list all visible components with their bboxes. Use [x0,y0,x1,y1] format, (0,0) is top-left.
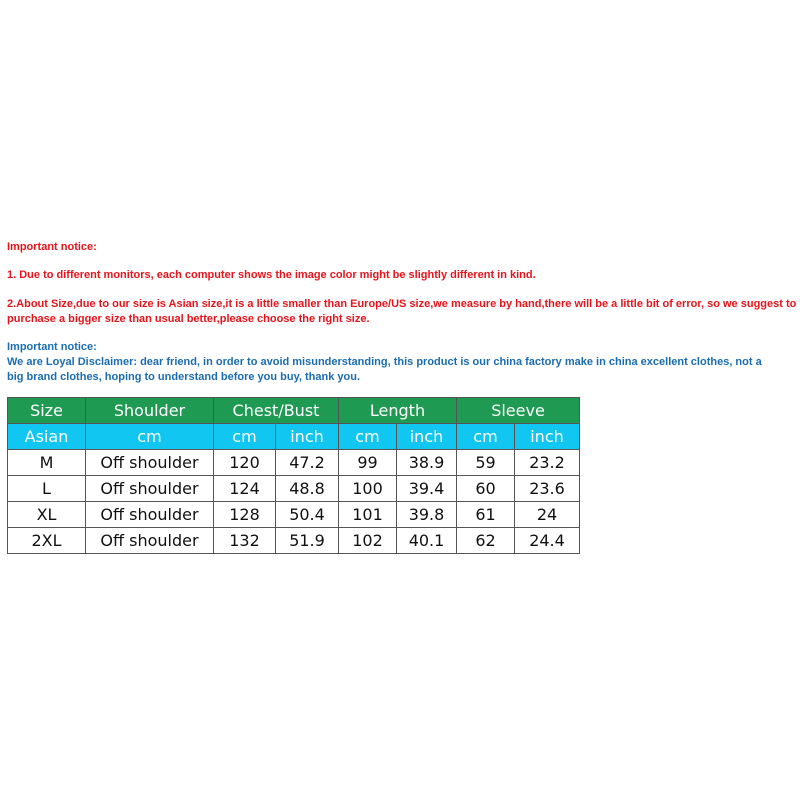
table-cell: 24.4 [515,528,580,554]
table-cell: 23.2 [515,450,580,476]
disclaimer-text: We are Loyal Disclaimer: dear friend, in order to avoid misunderstanding, this product is our china factory make in china excellent clothes, not a big brand clothes, hoping to understand before you buy, thank you. [7,356,762,383]
table-cell: 40.1 [397,528,457,554]
disclaimer-heading: Important notice: [7,341,97,353]
unit-cell: inch [515,424,580,450]
header-size: Size [8,398,86,424]
unit-cell: cm [339,424,397,450]
table-cell: 124 [214,476,276,502]
notice-size: 2.About Size,due to our size is Asian size,it is a little smaller than Europe/US size,we measure by hand,there will be a little bit of error, so we suggest to purchase a bigger size than usual better,please choose the right size. [7,298,797,325]
table-cell: 62 [457,528,515,554]
unit-row [8,424,580,450]
unit-cell: Asian [8,424,86,450]
table-cell: 102 [339,528,397,554]
table-cell: 50.4 [276,502,339,528]
header-sleeve: Sleeve [457,398,580,424]
table-row [8,450,580,476]
table-cell: 23.6 [515,476,580,502]
table-cell: M [8,450,86,476]
table-cell: 132 [214,528,276,554]
table-cell: 39.4 [397,476,457,502]
table-cell: 60 [457,476,515,502]
table-cell: Off shoulder [86,476,214,502]
header-length: Length [339,398,457,424]
size-chart-table [7,397,580,554]
table-cell: Off shoulder [86,502,214,528]
table-cell: 120 [214,450,276,476]
table-cell: 48.8 [276,476,339,502]
header-chest-bust: Chest/Bust [214,398,339,424]
table-cell: 2XL [8,528,86,554]
table-cell: L [8,476,86,502]
table-cell: Off shoulder [86,450,214,476]
table-cell: 38.9 [397,450,457,476]
table-row [8,502,580,528]
header-shoulder: Shoulder [86,398,214,424]
table-cell: 39.8 [397,502,457,528]
unit-cell: cm [214,424,276,450]
table-cell: 59 [457,450,515,476]
notice-monitor-color: 1. Due to different monitors, each computer shows the image color might be slightly different in kind. [7,269,536,281]
table-cell: 99 [339,450,397,476]
table-cell: 100 [339,476,397,502]
table-cell: Off shoulder [86,528,214,554]
table-cell: 24 [515,502,580,528]
table-row [8,476,580,502]
table-cell: XL [8,502,86,528]
table-cell: 101 [339,502,397,528]
notice-heading: Important notice: [7,241,97,253]
unit-cell: cm [86,424,214,450]
unit-cell: cm [457,424,515,450]
table-cell: 61 [457,502,515,528]
table-cell: 51.9 [276,528,339,554]
table-cell: 47.2 [276,450,339,476]
table-row [8,528,580,554]
unit-cell: inch [397,424,457,450]
header-row [8,398,580,424]
unit-cell: inch [276,424,339,450]
table-cell: 128 [214,502,276,528]
